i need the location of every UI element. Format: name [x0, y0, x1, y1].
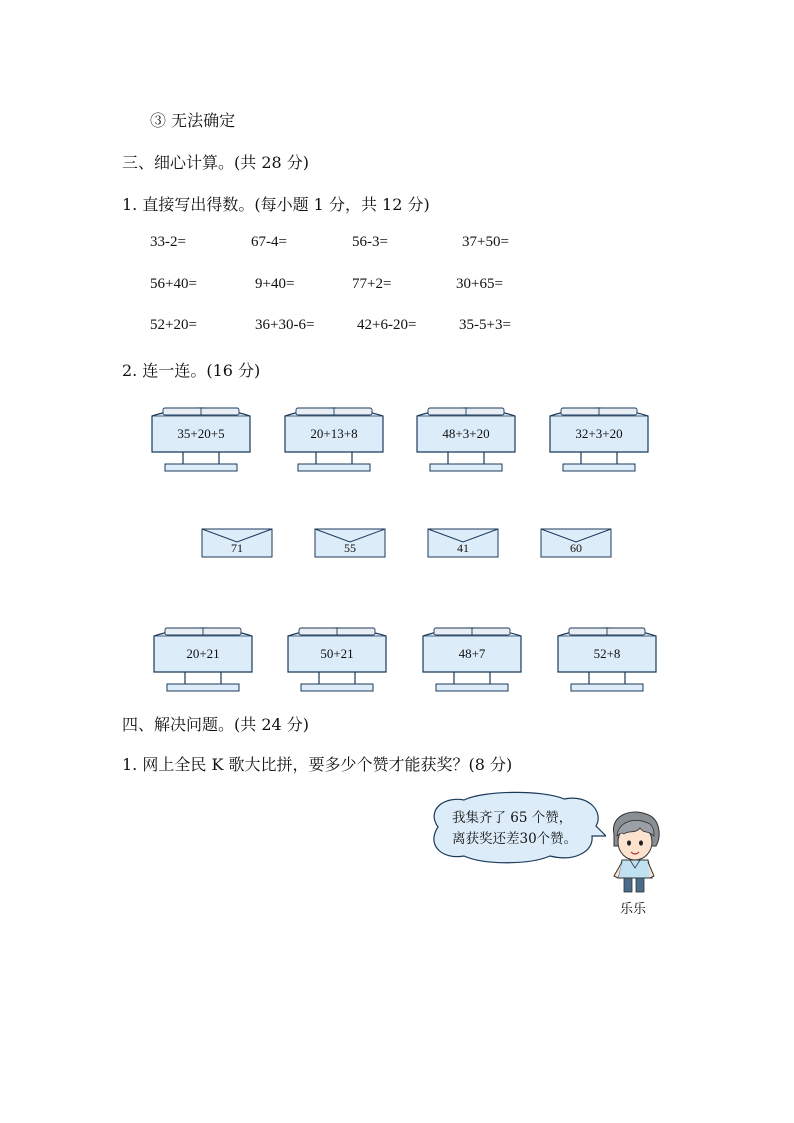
boy-character-illustration: [604, 808, 664, 894]
question-2-title: 2. 连一连。(16 分): [122, 361, 261, 380]
mailbox-label: 20+21: [186, 646, 220, 661]
envelope-number: 55: [344, 541, 356, 555]
envelope: [314, 528, 386, 558]
speech-line-2: 离获奖还差30个赞。: [452, 831, 578, 847]
character-name: 乐乐: [620, 902, 647, 917]
speech-line-1: 我集齐了 65 个赞，: [452, 810, 573, 826]
mailbox: [555, 622, 659, 694]
calc-item: 33-2=: [150, 234, 186, 250]
calc-item: 9+40=: [255, 276, 295, 292]
calc-item: 67-4=: [251, 234, 287, 250]
mailbox-label: 50+21: [320, 646, 354, 661]
problem-1-title: 1. 网上全民 K 歌大比拼，要多少个赞才能获奖？(8 分): [122, 755, 513, 774]
envelope: [427, 528, 499, 558]
mailbox-label: 20+13+8: [310, 426, 358, 441]
calc-item: 36+30-6=: [255, 317, 315, 333]
calc-item: 56+40=: [150, 276, 197, 292]
mailbox: [282, 402, 386, 474]
envelope: [540, 528, 612, 558]
calc-item: 56-3=: [352, 234, 388, 250]
question-1-title: 1. 直接写出得数。(每小题 1 分，共 12 分): [122, 195, 430, 214]
envelope: [201, 528, 273, 558]
section-4-title: 四、解决问题。(共 24 分): [122, 715, 310, 734]
mailbox-label: 32+3+20: [575, 426, 623, 441]
envelope-number: 41: [457, 541, 469, 555]
calc-item: 35-5+3=: [459, 317, 511, 333]
option-3: ③ 无法确定: [150, 111, 236, 130]
speech-text: [452, 808, 577, 850]
mailbox: [414, 402, 518, 474]
boy-icon: [604, 808, 664, 894]
calc-item: 30+65=: [456, 276, 503, 292]
mailbox: [547, 402, 651, 474]
envelope-number: 60: [570, 541, 582, 555]
speech-bubble: [424, 790, 606, 864]
calc-item: 77+2=: [352, 276, 392, 292]
calc-item: 52+20=: [150, 317, 197, 333]
mailbox: [151, 622, 255, 694]
mailbox: [285, 622, 389, 694]
mailbox: [149, 402, 253, 474]
mailbox-label: 52+8: [593, 646, 621, 661]
mailbox-label: 48+7: [458, 646, 486, 661]
mailbox: [420, 622, 524, 694]
calc-item: 42+6-20=: [357, 317, 417, 333]
section-3-title: 三、细心计算。(共 28 分): [122, 153, 310, 172]
calc-item: 37+50=: [462, 234, 509, 250]
mailbox-label: 48+3+20: [442, 426, 490, 441]
envelope-number: 71: [231, 541, 243, 555]
mailbox-label: 35+20+5: [177, 426, 225, 441]
